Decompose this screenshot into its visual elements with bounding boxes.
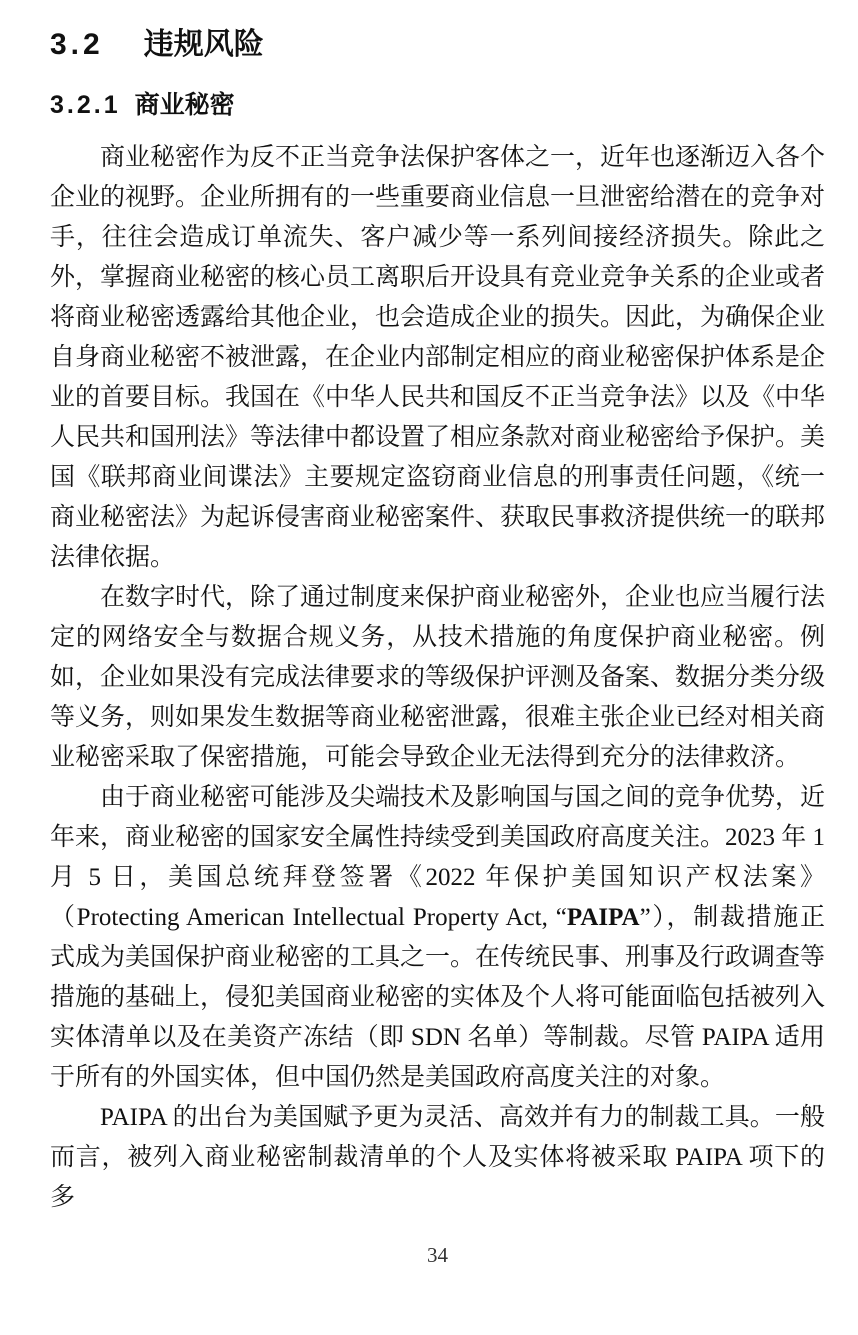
paragraph: [50, 1098, 825, 1218]
subsection-heading-number: 3.2.1: [50, 91, 121, 119]
subsection-heading: [50, 89, 825, 121]
body-text: [50, 138, 825, 1218]
paragraph-text: 在数字时代，除了通过制度来保护商业秘密外，企业也应当履行法定的网络安全与数据合规义务，从技术措施的角度保护商业秘密。例如，企业如果没有完成法律要求的等级保护评测及备案、数据分类分级等义务，则如果发生数据等商业秘密泄露，很难主张企业已经对相关商业秘密采取了保密措施，可能会导致企业无法得到充分的法律救济。: [50, 584, 826, 771]
page-number: 34: [427, 1243, 448, 1267]
paragraph-text: PAIPA 的出台为美国赋予更为灵活、高效并有力的制裁工具。一般而言，被列入商业秘密制裁清单的个人及实体将被采取 PAIPA 项下的多: [50, 1104, 825, 1211]
paragraph: [50, 138, 825, 578]
paragraph-text: 由于商业秘密可能涉及尖端技术及影响国与国之间的竞争优势，近年来，商业秘密的国家安全属性持续受到美国政府高度关注。2023 年 1 月 5 日，美国总统拜登签署《2022 年保护美国知识产权法案》（Protecting American Intellectual Property Act, “: [50, 784, 826, 931]
paragraph-text: 商业秘密作为反不正当竞争法保护客体之一，近年也逐渐迈入各个企业的视野。企业所拥有的一些重要商业信息一旦泄密给潜在的竞争对手，往往会造成订单流失、客户减少等一系列间接经济损失。除此之外，掌握商业秘密的核心员工离职后开设具有竞业竞争关系的企业或者将商业秘密透露给其他企业，也会造成企业的损失。因此，为确保企业自身商业秘密不被泄露，在企业内部制定相应的商业秘密保护体系是企业的首要目标。我国在《中华人民共和国反不正当竞争法》以及《中华人民共和国刑法》等法律中都设置了相应条款对商业秘密给予保护。美国《联邦商业间谍法》主要规定盗窃商业信息的刑事责任问题，《统一商业秘密法》为起诉侵害商业秘密案件、获取民事救济提供统一的联邦法律依据。: [50, 144, 826, 571]
section-heading-number: 3.2: [50, 28, 104, 61]
section-heading-title: 违规风险: [143, 28, 264, 61]
paragraph-text-bold: PAIPA: [566, 904, 640, 931]
paragraph: [50, 778, 825, 1098]
paragraph: [50, 578, 825, 778]
subsection-heading-title: 商业秘密: [134, 91, 235, 119]
paragraph-text: ”），制裁措施正式成为美国保护商业秘密的工具之一。在传统民事、刑事及行政调查等措施的基础上，侵犯美国商业秘密的实体及个人将可能面临包括被列入实体清单以及在美资产冻结（即 SDN 名单）等制裁。尽管 PAIPA 适用于所有的外国实体，但中国仍然是美国政府高度关注的对象。: [50, 904, 826, 1091]
section-heading: [50, 25, 825, 65]
